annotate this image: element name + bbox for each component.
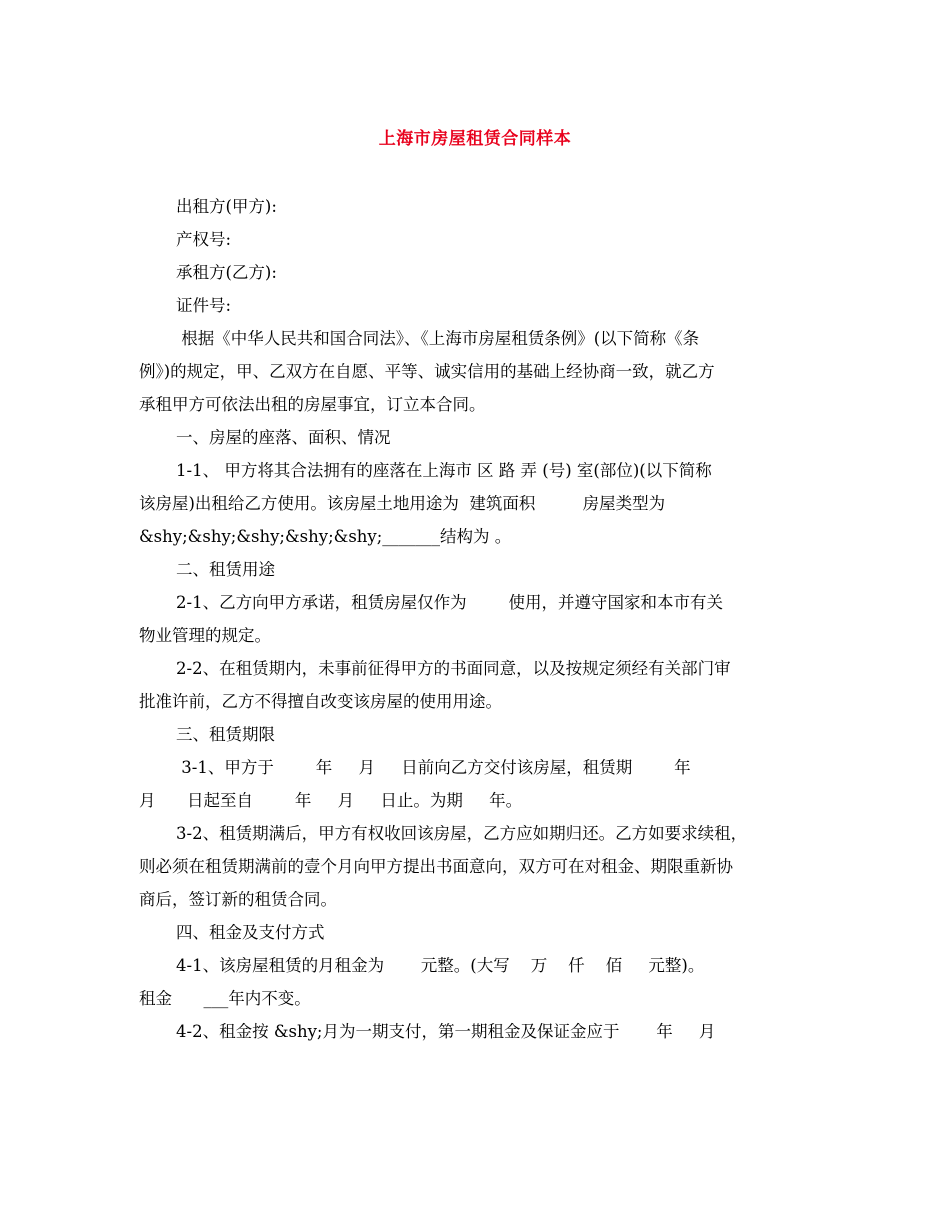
preamble-line-3: 承租甲方可依法出租的房屋事宜，订立本合同。 [139, 395, 486, 414]
clause-3-2-line-3: 商后，签订新的租赁合同。 [139, 890, 337, 909]
section-heading-2: 二、租赁用途 [176, 560, 275, 579]
clause-4-2-line-1: 4-2、租金按 &shy;月为一期支付，第一期租金及保证金应于 年 月 [176, 1022, 716, 1041]
clause-4-1-line-2: 租金 ___年内不变。 [139, 989, 311, 1008]
document-title: 上海市房屋租赁合同样本 [378, 129, 572, 149]
section-heading-3: 三、租赁期限 [176, 725, 275, 744]
property-number-field: 产权号: [176, 230, 232, 249]
clause-3-1-line-2: 月 日起至自 年 月 日止。为期 年。 [139, 791, 523, 810]
clause-3-2-line-1: 3-2、租赁期满后，甲方有权收回该房屋，乙方应如期归还。乙方如要求续租， [176, 824, 748, 843]
clause-4-1-line-1: 4-1、该房屋租赁的月租金为 元整。(大写 万 仟 佰 元整)。 [176, 956, 705, 975]
clause-3-2-line-2: 则必须在租赁期满前的壹个月向甲方提出书面意向，双方可在对租金、期限重新协 [139, 857, 733, 876]
clause-1-1-line-3: &shy;&shy;&shy;&shy;&shy;_______结构为 。 [139, 527, 512, 546]
section-heading-4: 四、租金及支付方式 [176, 923, 325, 942]
clause-2-1-line-1: 2-1、乙方向甲方承诺，租赁房屋仅作为 使用，并遵守国家和本市有关 [176, 593, 724, 612]
clause-1-1-line-1: 1-1、 甲方将其合法拥有的座落在上海市 区 路 弄 (号) 室(部位)(以下简称 [176, 461, 712, 480]
preamble-line-2: 例》)的规定，甲、乙双方在自愿、平等、诚实信用的基础上经协商一致，就乙方 [139, 362, 715, 381]
section-heading-1: 一、房屋的座落、面积、情况 [176, 428, 391, 447]
clause-2-2-line-2: 批准许前，乙方不得擅自改变该房屋的使用用途。 [139, 692, 502, 711]
clause-3-1-line-1: 3-1、甲方于 年 月 日前向乙方交付该房屋，租赁期 年 [176, 758, 691, 777]
preamble-line-1: 根据《中华人民共和国合同法》、《上海市房屋租赁条例》(以下简称《条 [176, 329, 700, 348]
clause-2-2-line-1: 2-2、在租赁期内，未事前征得甲方的书面同意，以及按规定须经有关部门审 [176, 659, 731, 678]
id-number-field: 证件号: [176, 296, 232, 315]
clause-2-1-line-2: 物业管理的规定。 [139, 626, 271, 645]
lessor-field: 出租方(甲方): [176, 197, 277, 216]
clause-1-1-line-2: 该房屋)出租给乙方使用。该房屋土地用途为 建筑面积 房屋类型为 [139, 494, 666, 513]
lessee-field: 承租方(乙方): [176, 263, 277, 282]
